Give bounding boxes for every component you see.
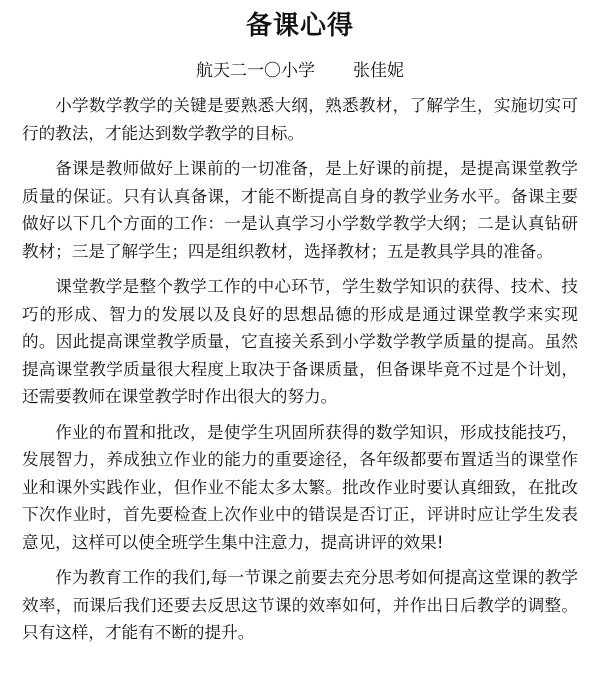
paragraph: 备课是教师做好上课前的一切准备，是上好课的前提，是提高课堂教学质量的保证。只有认真备课，才能不断提高自身的教学业务水平。备课主要做好以下几个方面的工作：一是认真学习小学数学教学大纲；二是认真钻研教材；三是了解学生；四是组织教材，选择教材；五是教具学具的准备。	[22, 159, 578, 261]
school-name: 航天二一〇小学	[196, 61, 315, 81]
paragraph: 小学数学教学的关键是要熟悉大纲，熟悉教材，了解学生，实施切实可行的教法，才能达到数学教学的目标。	[22, 96, 578, 143]
paragraph: 作业的布置和批改，是使学生巩固所获得的数学知识，形成技能技巧，发展智力，养成独立作业的能力的重要途径，各年级都要布置适当的课堂作业和课外实践作业，但作业不能太多太繁。批改作业时要认真细致，在批改下次作业时，首先要检查上次作业中的错误是否订正，评讲时应让学生发表意见，这样可以使全班学生集中注意力，提高讲评的效果!	[22, 422, 578, 552]
paragraph: 课堂教学是整个教学工作的中心环节，学生数学知识的获得、技术、技巧的形成、智力的发展以及良好的思想品德的形成是通过课堂教学来实现的。因此提高课堂教学质量，它直接关系到小学数学教学质量的提高。虽然提高课堂教学质量很大程度上取决于备课质量，但备课毕竟不过是个计划，还需要教师在课堂教学时作出很大的努力。	[22, 277, 578, 406]
author-name: 张佳妮	[353, 61, 404, 81]
byline	[22, 58, 578, 84]
document-title: 备课心得	[245, 11, 354, 41]
paragraph: 作为教育工作的我们,每一节课之前要去充分思考如何提高这堂课的教学效率，而课后我们还要去反思这节课的效率如何，并作出日后教学的调整。只有这样，才能有不断的提升。	[22, 568, 578, 642]
